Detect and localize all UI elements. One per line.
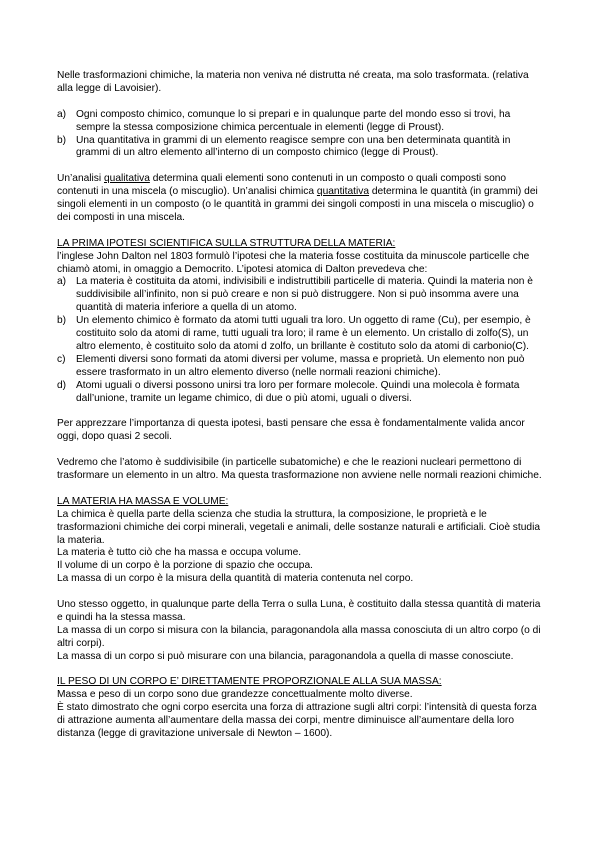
heading-mass-volume: LA MATERIA HA MASSA E VOLUME: xyxy=(57,495,229,507)
paragraph-volume-definition: Il volume di un corpo è la porzione di spazio che occupa. xyxy=(57,560,313,572)
list-marker: a) xyxy=(57,276,67,288)
list-item xyxy=(57,380,543,406)
paragraph-analysis xyxy=(57,173,543,225)
list-item xyxy=(57,109,543,135)
paragraph-lavoisier: Nelle trasformazioni chimiche, la materia non veniva né distrutta né creata, ma solo trasformata. (relativa alla legge di Lavoisier). xyxy=(57,70,529,94)
underlined-term: quantitativa xyxy=(316,186,370,198)
document-body xyxy=(57,70,543,741)
list-item-text: Ogni composto chimico, comunque lo si prepari e in qualunque parte del mondo esso si trovi, ha sempre la stessa composizione chimica percentuale in elementi (legge di Proust). xyxy=(76,108,511,133)
paragraph-gravitation: È stato dimostrato che ogni corpo esercita una forza di attrazione sugli altri corpi: l’intensità di questa forza di attrazione aumenta all’aumentare della massa dei corpi, mentre diminuisce all’aumentare della loro distanza (legge di gravitazione universale di Newton – 1600). xyxy=(57,702,537,740)
text-run: Un’analisi xyxy=(57,173,104,185)
paragraph-balance-1: La massa di un corpo si misura con la bilancia, paragonandola alla massa conosciuta di un altro corpo (o di altri corpi). xyxy=(57,624,541,649)
underlined-term: qualitativa xyxy=(104,173,150,185)
paragraph-same-mass: Uno stesso oggetto, in qualunque parte della Terra o sulla Luna, è costituito dalla stessa quantità di materia e quindi ha la stessa massa. xyxy=(57,599,541,623)
text-run: determina le quantità (in grammi) dei singoli elementi in un composto (o le quantità in grammi dei singoli composti in una miscela o miscuglio) o dei composti in una miscela. xyxy=(57,186,538,223)
paragraph-dalton: l’inglese John Dalton nel 1803 formulò l’ipotesi che la materia fosse costituita da minuscole particelle che chiamò atomi, in omaggio a Democrito. L’ipotesi atomica di Dalton prevedeva che: xyxy=(57,250,530,275)
list-item-text: La materia è costituita da atomi, indivisibili e indistruttibili particelle di materia. Quindi la materia non è suddivisibile all’infinito, non si può creare e non si può distruggere. Non si può insomma avere una quantità di materia inferiore a quella di un atomo. xyxy=(76,276,533,314)
paragraph-mass-weight: Massa e peso di un corpo sono due grandezze concettualmente molto diverse. xyxy=(57,689,413,701)
paragraph-mass-definition: La massa di un corpo è la misura della quantità di materia contenuta nel corpo. xyxy=(57,573,414,585)
paragraph-chemistry-definition: La chimica è quella parte della scienza che studia la struttura, la composizione, le proprietà e le trasformazioni chimiche dei corpi minerali, vegetali e animali, delle sostanze naturali e artificiali. Cioè studia la materia. xyxy=(57,508,540,546)
list-item-text: Atomi uguali o diversi possono unirsi tra loro per formare molecole. Quindi una molecola è formata dall’unione, tramite un legame chimico, di due o più atomi, uguali o diversi. xyxy=(76,379,520,404)
paragraph-importance: Per apprezzare l’importanza di questa ipotesi, basti pensare che essa è fondamentalmente valida ancor oggi, dopo quasi 2 secoli. xyxy=(57,418,525,443)
list-item-text: Un elemento chimico è formato da atomi tutti uguali tra loro. Un oggetto di rame (Cu), per esempio, è costituito solo da atomi di rame, tutti uguali tra loro; il rame è un elemento. Un cristallo di zolfo(S), un altro elemento, è costituito solo da atomi d zolfo, un brillante è costituto solo da atomi di carbonio(C). xyxy=(76,315,531,352)
list-item-text: Elementi diversi sono formati da atomi diversi per volume, massa e proprietà. Un elemento non può essere trasformato in un altro elemento diverso (nelle normali reazioni chimiche). xyxy=(76,353,525,378)
list-item xyxy=(57,276,543,315)
list-item xyxy=(57,135,543,161)
heading-dalton: LA PRIMA IPOTESI SCIENTIFICA SULLA STRUTTURA DELLA MATERIA: xyxy=(57,237,396,249)
list-item-text: Una quantitativa in grammi di un elemento reagisce sempre con una ben determinata quantità in grammi di un altro elemento all’interno di un composto chimico (legge di Proust). xyxy=(76,134,511,159)
list-item xyxy=(57,315,543,354)
heading-weight-mass: IL PESO DI UN CORPO E’ DIRETTAMENTE PROPORZIONALE ALLA SUA MASSA: xyxy=(57,676,442,688)
text-run: determina quali elementi sono contenuti in un composto o quali composti sono contenuti in una miscela (o miscuglio). Un’analisi chimica xyxy=(57,173,507,198)
list-marker: b) xyxy=(57,134,67,146)
list-marker: d) xyxy=(57,379,67,391)
list-item xyxy=(57,354,543,380)
dalton-list xyxy=(57,276,543,405)
paragraph-matter-definition: La materia è tutto ciò che ha massa e occupa volume. xyxy=(57,547,302,559)
paragraph-balance-2: La massa di un corpo si può misurare con una bilancia, paragonandola a quella di masse conosciute. xyxy=(57,650,514,662)
list-marker: b) xyxy=(57,315,67,327)
list-marker: a) xyxy=(57,108,67,120)
proust-list xyxy=(57,109,543,161)
paragraph-subatomic: Vedremo che l’atomo è suddivisibile (in particelle subatomiche) e che le reazioni nucleari permettono di trasformare un elemento in un altro. Ma questa trasformazione non avviene nelle normali reazioni chimiche. xyxy=(57,457,542,482)
list-marker: c) xyxy=(57,353,66,365)
